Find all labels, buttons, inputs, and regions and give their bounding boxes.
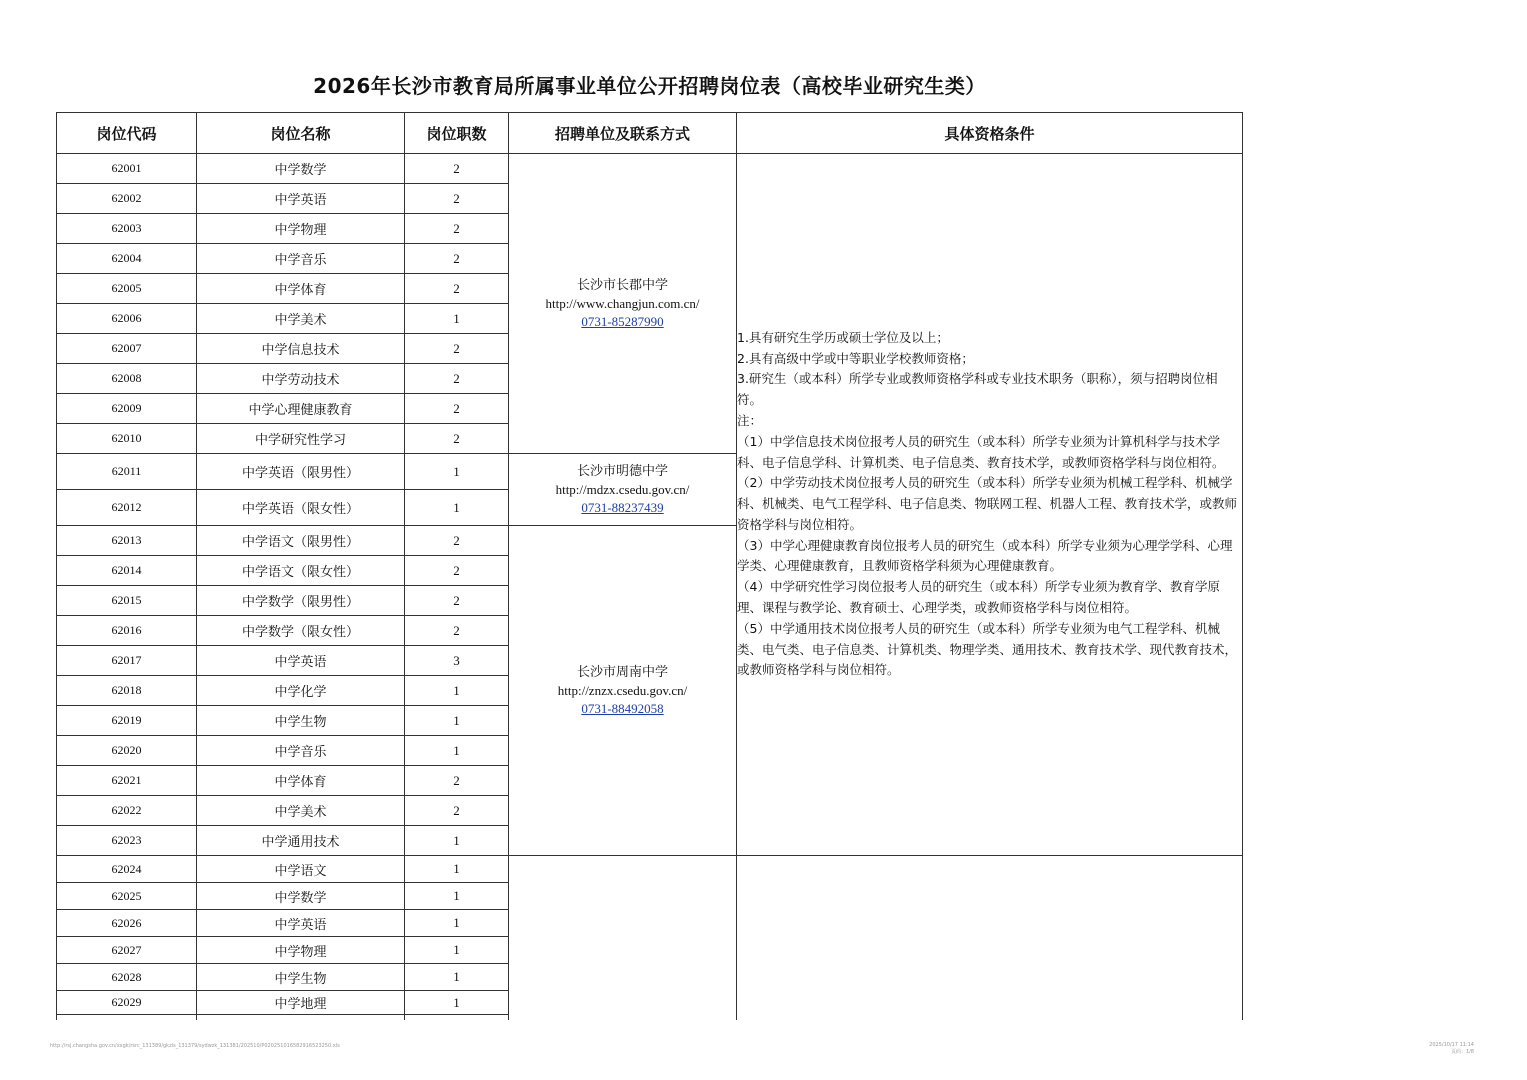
job-code: 62001	[57, 154, 197, 184]
header-count: 岗位职数	[405, 113, 509, 154]
job-name: 中学音乐	[197, 736, 405, 766]
job-code: 62018	[57, 676, 197, 706]
requirement-line: （3）中学心理健康教育岗位报考人员的研究生（或本科）所学专业须为心理学学科、心理学类、心理健康教育，且教师资格学科须为心理健康教育。	[737, 537, 1233, 574]
job-count: 2	[405, 526, 509, 556]
job-code: 62016	[57, 616, 197, 646]
unit-phone[interactable]: 0731-88492058	[581, 700, 664, 716]
job-code: 62005	[57, 274, 197, 304]
job-count: 2	[405, 556, 509, 586]
job-code: 62003	[57, 214, 197, 244]
job-name: 中学信息技术	[197, 334, 405, 364]
job-count: 2	[405, 274, 509, 304]
job-name: 中学英语（限男性）	[197, 454, 405, 490]
header-unit: 招聘单位及联系方式	[509, 113, 737, 154]
job-name: 中学音乐	[197, 244, 405, 274]
requirement-line: （4）中学研究性学习岗位报考人员的研究生（或本科）所学专业须为教育学、教育学原理、课程与教学论、教育硕士、心理学类，或教师资格学科与岗位相符。	[737, 579, 1220, 616]
job-count: 3	[405, 646, 509, 676]
job-name: 中学劳动技术	[197, 364, 405, 394]
job-count: 2	[405, 184, 509, 214]
job-name: 中学研究性学习	[197, 424, 405, 454]
job-code: 62008	[57, 364, 197, 394]
unit-url[interactable]: http://www.changjun.com.cn/	[545, 295, 700, 311]
job-code: 62009	[57, 394, 197, 424]
job-count: 1	[405, 826, 509, 856]
unit-name: 长沙市长郡中学	[576, 277, 668, 293]
requirement-line: （5）中学通用技术岗位报考人员的研究生（或本科）所学专业须为电气工程学科、机械类、电气类、电子信息类、计算机类、物理学类、通用技术、教育技术学、现代教育技术，或教师资格学科与岗位相符。	[737, 620, 1238, 678]
job-count: 2	[405, 214, 509, 244]
job-code: 62006	[57, 304, 197, 334]
job-count: 2	[405, 394, 509, 424]
job-name: 中学美术	[197, 304, 405, 334]
job-count: 1	[405, 883, 509, 910]
job-count: 1	[405, 490, 509, 526]
job-name: 中学体育	[197, 274, 405, 304]
job-code: 62013	[57, 526, 197, 556]
requirement-line: 3.研究生（或本科）所学专业或教师资格学科或专业技术职务（职称），须与招聘岗位相符。	[737, 371, 1218, 408]
job-count: 1	[405, 454, 509, 490]
job-code: 62012	[57, 490, 197, 526]
job-code: 62011	[57, 454, 197, 490]
job-count: 1	[405, 910, 509, 937]
job-name: 中学通用技术	[197, 826, 405, 856]
job-code: 62026	[57, 910, 197, 937]
job-name: 中学英语	[197, 184, 405, 214]
job-count: 2	[405, 424, 509, 454]
job-name: 中学心理健康教育	[197, 394, 405, 424]
job-code: 62025	[57, 883, 197, 910]
job-count: 1	[405, 736, 509, 766]
requirement-line: 2.具有高级中学或中等职业学校教师资格；	[737, 350, 974, 366]
job-name: 中学美术	[197, 796, 405, 826]
unit-url[interactable]: http://mdzx.csedu.gov.cn/	[555, 481, 690, 497]
job-name: 中学英语	[197, 646, 405, 676]
job-code: 62027	[57, 937, 197, 964]
job-count: 2	[405, 616, 509, 646]
job-name: 中学物理	[197, 937, 405, 964]
job-count: 1	[405, 964, 509, 991]
table-row	[57, 154, 1243, 184]
job-count: 2	[405, 364, 509, 394]
job-name: 中学语文（限男性）	[197, 526, 405, 556]
unit-cell	[509, 154, 737, 454]
job-name: 中学语文（限女性）	[197, 556, 405, 586]
job-count: 2	[405, 154, 509, 184]
job-name: 中学数学（限女性）	[197, 616, 405, 646]
unit-cell	[509, 526, 737, 856]
job-code: 62020	[57, 736, 197, 766]
unit-phone[interactable]: 0731-85287990	[581, 313, 664, 329]
requirements-cell	[737, 154, 1243, 856]
job-code: 62015	[57, 586, 197, 616]
job-name: 中学数学	[197, 883, 405, 910]
job-name: 中学数学	[197, 154, 405, 184]
job-code: 62022	[57, 796, 197, 826]
job-code: 62024	[57, 856, 197, 883]
job-name: 中学英语	[197, 910, 405, 937]
table-header-row	[57, 113, 1243, 154]
job-count: 1	[405, 706, 509, 736]
job-name: 中学化学	[197, 676, 405, 706]
footer-url: http://rsj.changsha.gov.cn/xxgk/rsrc_131389/gkzls_131379/sydwzk_131381/202510/P020251016582916523250.xls	[50, 1043, 340, 1049]
recruitment-table	[56, 112, 1243, 1055]
job-code: 62007	[57, 334, 197, 364]
page-clip	[0, 1020, 1527, 1080]
requirement-line: 注：	[737, 412, 763, 428]
job-name: 中学生物	[197, 706, 405, 736]
job-code: 62019	[57, 706, 197, 736]
job-count: 1	[405, 937, 509, 964]
job-code: 62017	[57, 646, 197, 676]
requirement-line: （2）中学劳动技术岗位报考人员的研究生（或本科）所学专业须为机械工程学科、机械学科、机械类、电气工程学科、电子信息类、物联网工程、机器人工程、教育技术学，或教师资格学科与岗位相符。	[737, 475, 1238, 532]
job-code: 62004	[57, 244, 197, 274]
footer-timestamp: 2025/10/17 11:14	[1429, 1042, 1474, 1048]
job-count: 2	[405, 586, 509, 616]
job-code: 62002	[57, 184, 197, 214]
requirement-line: 1.具有研究生学历或硕士学位及以上；	[737, 329, 949, 345]
job-name: 中学语文	[197, 856, 405, 883]
unit-phone[interactable]: 0731-88237439	[581, 499, 664, 515]
job-name: 中学地理	[197, 991, 405, 1015]
job-code: 62021	[57, 766, 197, 796]
job-count: 2	[405, 796, 509, 826]
job-count: 1	[405, 676, 509, 706]
page-title: 2026年长沙市教育局所属事业单位公开招聘岗位表（高校毕业研究生类）	[313, 74, 986, 98]
job-code: 62014	[57, 556, 197, 586]
header-name: 岗位名称	[197, 113, 405, 154]
job-code: 62029	[57, 991, 197, 1015]
footer-meta	[1429, 1042, 1474, 1056]
job-name: 中学英语（限女性）	[197, 490, 405, 526]
job-code: 62023	[57, 826, 197, 856]
job-count: 2	[405, 766, 509, 796]
unit-name: 长沙市周南中学	[576, 664, 668, 680]
requirement-line: （1）中学信息技术岗位报考人员的研究生（或本科）所学专业须为计算机科学与技术学科、电子信息学科、计算机类、电子信息类、教育技术学，或教师资格学科与岗位相符。	[737, 433, 1225, 470]
table-row	[57, 856, 1243, 883]
footer-page: 页码：1/8	[1450, 1049, 1474, 1055]
job-count: 1	[405, 304, 509, 334]
job-count: 1	[405, 991, 509, 1015]
job-count: 2	[405, 334, 509, 364]
unit-cell	[509, 454, 737, 526]
job-count: 1	[405, 856, 509, 883]
unit-name: 长沙市明德中学	[576, 463, 668, 479]
job-name: 中学数学（限男性）	[197, 586, 405, 616]
job-code: 62028	[57, 964, 197, 991]
job-name: 中学体育	[197, 766, 405, 796]
job-name: 中学生物	[197, 964, 405, 991]
job-count: 2	[405, 244, 509, 274]
header-code: 岗位代码	[57, 113, 197, 154]
job-name: 中学物理	[197, 214, 405, 244]
job-code: 62010	[57, 424, 197, 454]
unit-url[interactable]: http://znzx.csedu.gov.cn/	[557, 682, 688, 698]
header-requirements: 具体资格条件	[737, 113, 1243, 154]
